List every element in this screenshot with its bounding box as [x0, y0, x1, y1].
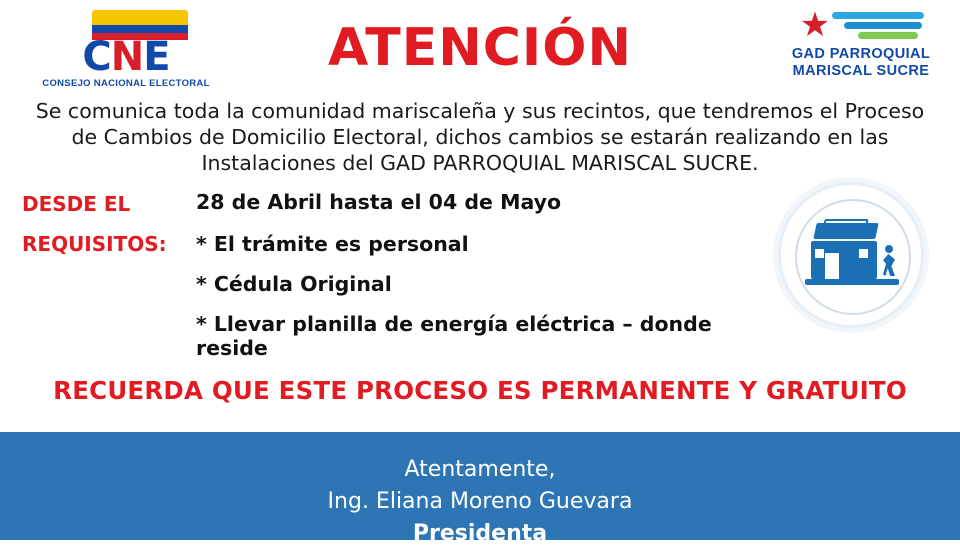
swoosh-icon	[832, 12, 928, 42]
cne-letter-n: N	[110, 34, 144, 80]
footer-name: Ing. Eliana Moreno Guevara	[327, 489, 633, 514]
gad-logo-line1: GAD PARROQUIAL	[791, 46, 931, 62]
building-icon	[795, 199, 911, 315]
footer-closing: Atentamente,	[404, 457, 556, 482]
value-column	[196, 190, 776, 376]
date-label: DESDE EL	[22, 192, 131, 216]
cne-letter-e: E	[143, 34, 170, 80]
building-illustration	[778, 182, 924, 328]
cne-letter-c: C	[82, 34, 111, 80]
cne-subtitle: CONSEJO NACIONAL ELECTORAL	[42, 78, 210, 89]
gad-logo	[786, 6, 936, 86]
requirement-item: * Cédula Original	[196, 272, 392, 296]
poster-header	[0, 0, 960, 96]
details-section	[0, 190, 960, 422]
page-title: ATENCIÓN	[328, 18, 632, 78]
intro-paragraph: Se comunica toda la comunidad mariscaleña y sus recintos, que tendremos el Proceso de Cambios de Domicilio Electoral, dichos cambios se estarán realizando en las Instalaciones del GAD PARROQUIAL MARISCAL SUCRE.	[35, 99, 925, 175]
date-value: 28 de Abril hasta el 04 de Mayo	[196, 190, 562, 214]
requirement-item: * El trámite es personal	[196, 232, 469, 256]
star-icon: ★	[799, 6, 831, 44]
gad-logo-text	[786, 46, 936, 80]
poster-footer	[0, 432, 960, 546]
gad-logo-line2: MARISCAL SUCRE	[792, 63, 930, 79]
footer-role: Presidenta	[412, 521, 548, 546]
requirement-item: * Llevar planilla de energía eléctrica – donde reside	[196, 312, 712, 360]
requirements-label: REQUISITOS:	[22, 232, 167, 256]
notice-text: RECUERDA QUE ESTE PROCESO ES PERMANENTE Y GRATUITO	[53, 376, 907, 405]
